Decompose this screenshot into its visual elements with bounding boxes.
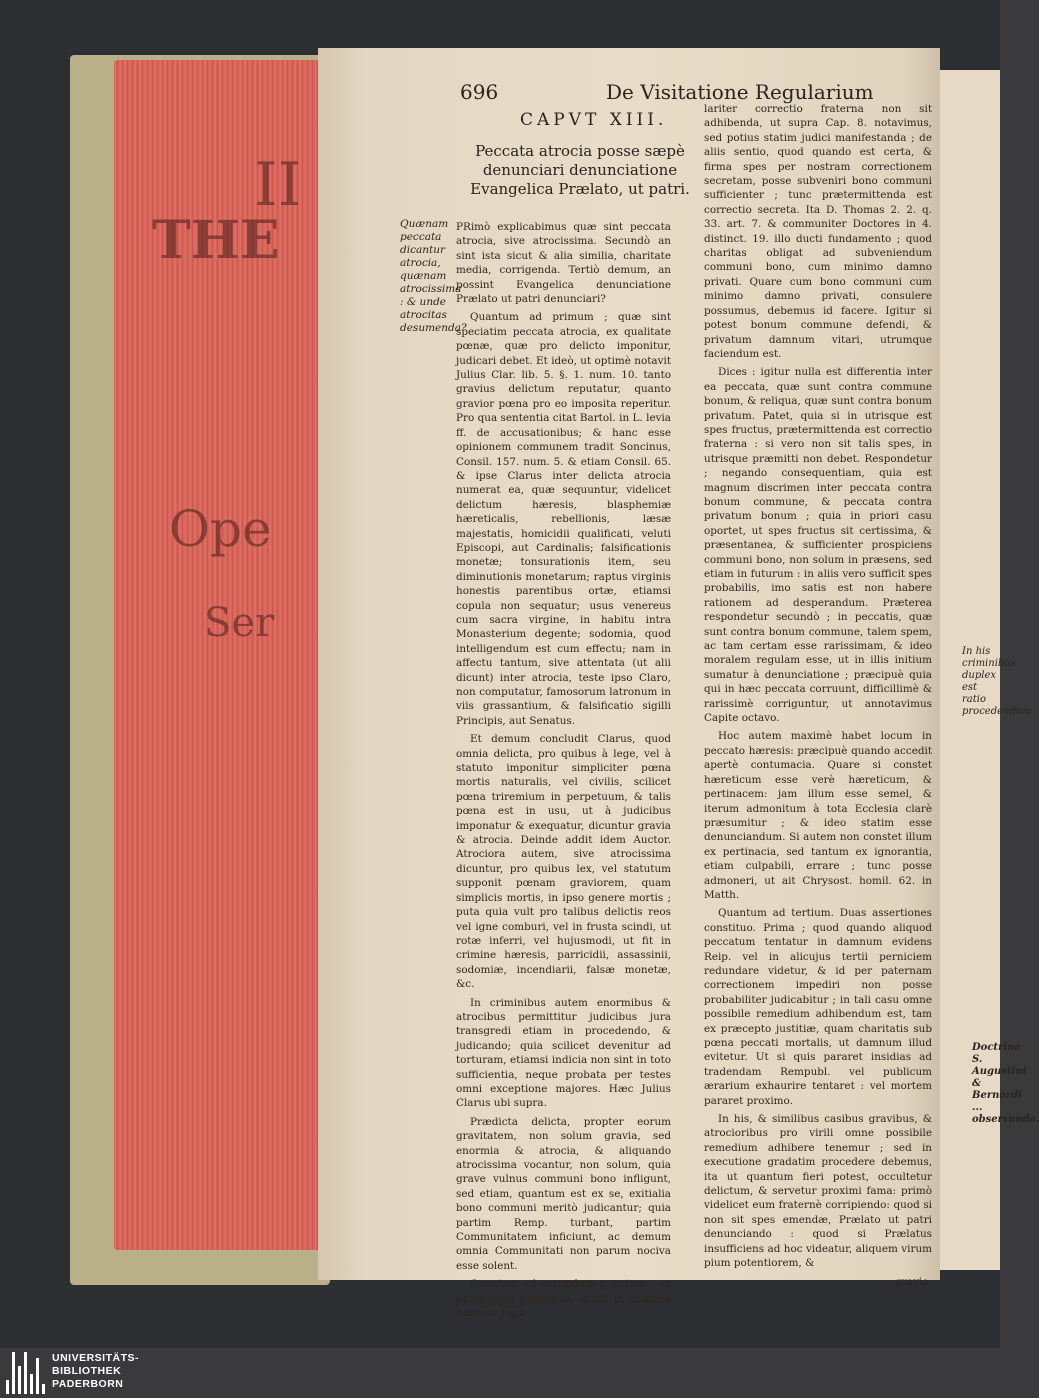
- paragraph: lariter correctio fraterna non sit adhibenda, ut supra Cap. 8. notavimus, sed potius statim judici manifestanda ; de aliis sentio, quod quando est certa, & firma spes per nostram correctionem secretam, posse subveniri bono communi sufficienter ; tunc prætermittenda est correctio secreta. Ita D. Thomas 2. 2. q. 33. art. 7. & communiter Doctores in 4. distinct. 19. illo ducti fundamento ; quod charitas obligat ad subveniendum communi bono, cum minimo damno privati. Quare cum bono communi cum minimo damno privati, consulere possumus, debemus id facere. Igitur si potest bonum commune defendi, & privatum damnum vitari, utrumque faciendum est.: [704, 103, 932, 360]
- paragraph: Quantum ad primum ; quæ sint speciatim peccata atrocia, ex qualitate pœnæ, quæ pro delicto imponitur, judicari debet. Et ideò, ut optimè notavit Julius Clar. lib. 5. §. 1. num. 10. tanto gravius delictum reputatur, quanto gravior pœna pro eo imposita reperitur. Pro qua sententia citat Bartol. in L. levia ff. de accusationibus; & hanc esse opinionem communem tradit Soncinus, Consil. 157. num. 5. & etiam Consil. 65. & ipse Clarus inter delicta atrocia numerat ea, quæ sequuntur, videlicet delictum hæresis, blasphemiæ hæreticalis, rebellionis, læsæ majestatis, homicidii qualificati, veluti Episcopi, aut Cardinalis; falsificationis monetæ; tonsurationis item, seu diminutionis monetarum; raptus virginis honestis parentibus ortæ, etiamsi copula non sequatur; usus venereus cum sacra virgine, in habitu intra Monasterium degente; sodomia, quod intelligendum est cum effectu; nam in affectu tantum, sive attentata (ut alii dicunt) inter atrocia, teste ipso Claro, non computatur, famosorum latronum in viis grassantium, & falsificatio sigilli Principis, aut Senatus.: [456, 311, 671, 727]
- page-number: 696: [460, 80, 499, 104]
- library-logo-icon: [6, 1352, 48, 1394]
- margin-note-right: Doctrina S. Augustini & Bernardi ... observanda.: [972, 1042, 1039, 1125]
- edge-lettering: Ser: [204, 600, 275, 646]
- running-head: De Visitatione Regularium: [606, 80, 874, 104]
- chapter-title: Peccata atrocia posse sæpè denunciari denunciatione Evangelica Prælato, ut patri.: [470, 142, 690, 198]
- edge-lettering: Ope: [169, 500, 272, 558]
- paragraph: Quantum ad secundum punctum ; ea exceptione præmissa, quod in crimine hæresis regu-: [456, 1278, 671, 1320]
- paragraph: In his, & similibus casibus gravibus, & atrocioribus pro virili omne possibile remedium adhibere tenemur ; sed in executione gradatim procedere debemus, ita ut quantum fieri potest, occultetur delictum, & servetur proximi fama: primò videlicet eum fraternè corripiendo: quod si non sit spes emendæ, Prælato ut patri denunciando : quod si Prælatus insufficiens ad hoc videatur, aliquem virum pium potentiorem, &: [704, 1113, 932, 1270]
- paragraph: Hoc autem maximè habet locum in peccato hæresis: præcipuè quando accedit apertè contumacia. Quare si constet hæreticum esse verè hæreticum, & pertinacem: jam illum esse semel, & iterum admonitum à tota Ecclesia clarè præsumitur ; & ideo statim esse denunciandum. Si autem non constet illum ex pertinacia, sed tantum ex ignorantia, etiam culpabili, errare ; tunc posse admoneri, ut ait Chrysost. homil. 62. in Matth.: [704, 730, 932, 901]
- text-column-left: [456, 220, 671, 1320]
- catchword: gravio-: [895, 1275, 932, 1288]
- library-name-line: PADERBORN: [52, 1378, 124, 1390]
- edge-lettering: II: [254, 150, 302, 220]
- edge-lettering: THE: [152, 210, 280, 271]
- paragraph: PRimò explicabimus quæ sint peccata atrocia, sive atrocissima. Secundò an sint ista sicut & alia similia, charitate media, corrigenda. Tertiò demum, an possint Evangelica denunciatione Prælato ut patri denunciari?: [456, 221, 671, 306]
- library-footer: [0, 1348, 1000, 1398]
- next-page-sliver: [940, 70, 1039, 1270]
- paragraph: Dices : igitur nulla est differentia inter ea peccata, quæ sunt contra commune bonum, & reliqua, quæ sunt contra bonum privatum. Patet, quia si in utrisque est spes fructus, prætermittenda est correctio fraterna : si vero non sit talis spes, in utrisque præmitti non debet. Respondetur ; negando consequentiam, quia est magnum discrimen inter peccata contra bonum commune, & peccata contra privatum bonum ; quia in priori casu oportet, ut spes fructus sit certissima, & præsentanea, & sufficienter prospiciens communi bono, non solum in præsens, sed etiam in futurum : in aliis vero sufficit spes probabilis, imo satis est non habere rationem ad desperandum. Præterea respondetur secundò ; in peccatis, quæ sunt contra bonum commune, talem spem, ac tam certam esse rarissimam, & ideo moralem regulam esse, ut in illis initium sumatur à denunciatione ; præcipuè quia qui in hæc peccata corruunt, difficillimè & rarissimè corriguntur, ut annotavimus Capite octavo.: [704, 366, 932, 725]
- paragraph: Quantum ad tertium. Duas assertiones constituo. Prima ; quod quando aliquod peccatum tentatur in damnum evidens Reip. vel in alicujus tertii perniciem redundare videtur, & id per paternam correctionem impediri non posse probabiliter judicabitur ; in tali casu omne possibile remedium adhibendum est, tam ex præcepto justitiæ, quam charitatis sub pœna peccati mortalis, ut damnum illud evitetur. Ut si quis pararet insidias ad tradendam Rempubl. vel publicum ærarium exhaurire tentaret : vel mortem pararet proximo.: [704, 907, 932, 1107]
- library-name: [52, 1352, 139, 1391]
- chapter-heading: CAPVT XIII.: [520, 110, 668, 130]
- paragraph: Prædicta delicta, propter eorum gravitatem, non solum gravia, sed enormia & atrocia, & aliquando atrocissima vocantur, non solum, quia grave vulnus communi bono infligunt, sed etiam, quantum est ex se, exitialia bono communi meritò judicantur; quia partim Remp. turbant, partim Communitatem inficiunt, ac demum omnia Communitati non parum nociva esse solent.: [456, 1115, 671, 1272]
- paragraph: In criminibus autem enormibus & atrocibus permittitur judicibus jura transgredi etiam in procedendo, & judicando; quia scilicet devenitur ad torturam, etiamsi indicia non sint in toto sufficientia, neque probata per testes omni exceptione majores. Hæc Julius Clarus ubi supra.: [456, 996, 671, 1110]
- margin-note-right: In his criminibus duplex est ratio procedendum: [962, 646, 1032, 717]
- margin-note-left: Quænam peccata dicantur atrocia, quænam atrocissima : & unde atrocitas desumenda?: [400, 218, 467, 334]
- library-name-line: UNIVERSITÄTS-: [52, 1352, 140, 1364]
- page-edge-red: [114, 60, 320, 1250]
- text-column-right: [704, 102, 932, 1288]
- paragraph: Et demum concludit Clarus, quod omnia delicta, pro quibus à lege, vel à statuto imponitur simpliciter pœna mortis naturalis, vel civilis, scilicet pœna triremium in perpetuum, & talis pœna est in usu, ut à judicibus imponatur & exequatur, dicuntur gravia & atrocia. Deinde addit idem Auctor. Atrociora autem, sive atrocissima dicuntur, pro quibus lex, vel statutum supponit pœnam graviorem, quam simplicis mortis, in ipso genere mortis ; puta quia vult pro talibus delictis reos vel igne comburi, vel in frusta scindi, ut rotæ inferri, vel hujusmodi, ut fit in crimine hæresis, parricidii, assassinii, sodomiæ, incendiarii, falsæ monetæ, &c.: [456, 733, 671, 991]
- library-name-line: BIBLIOTHEK: [52, 1365, 122, 1377]
